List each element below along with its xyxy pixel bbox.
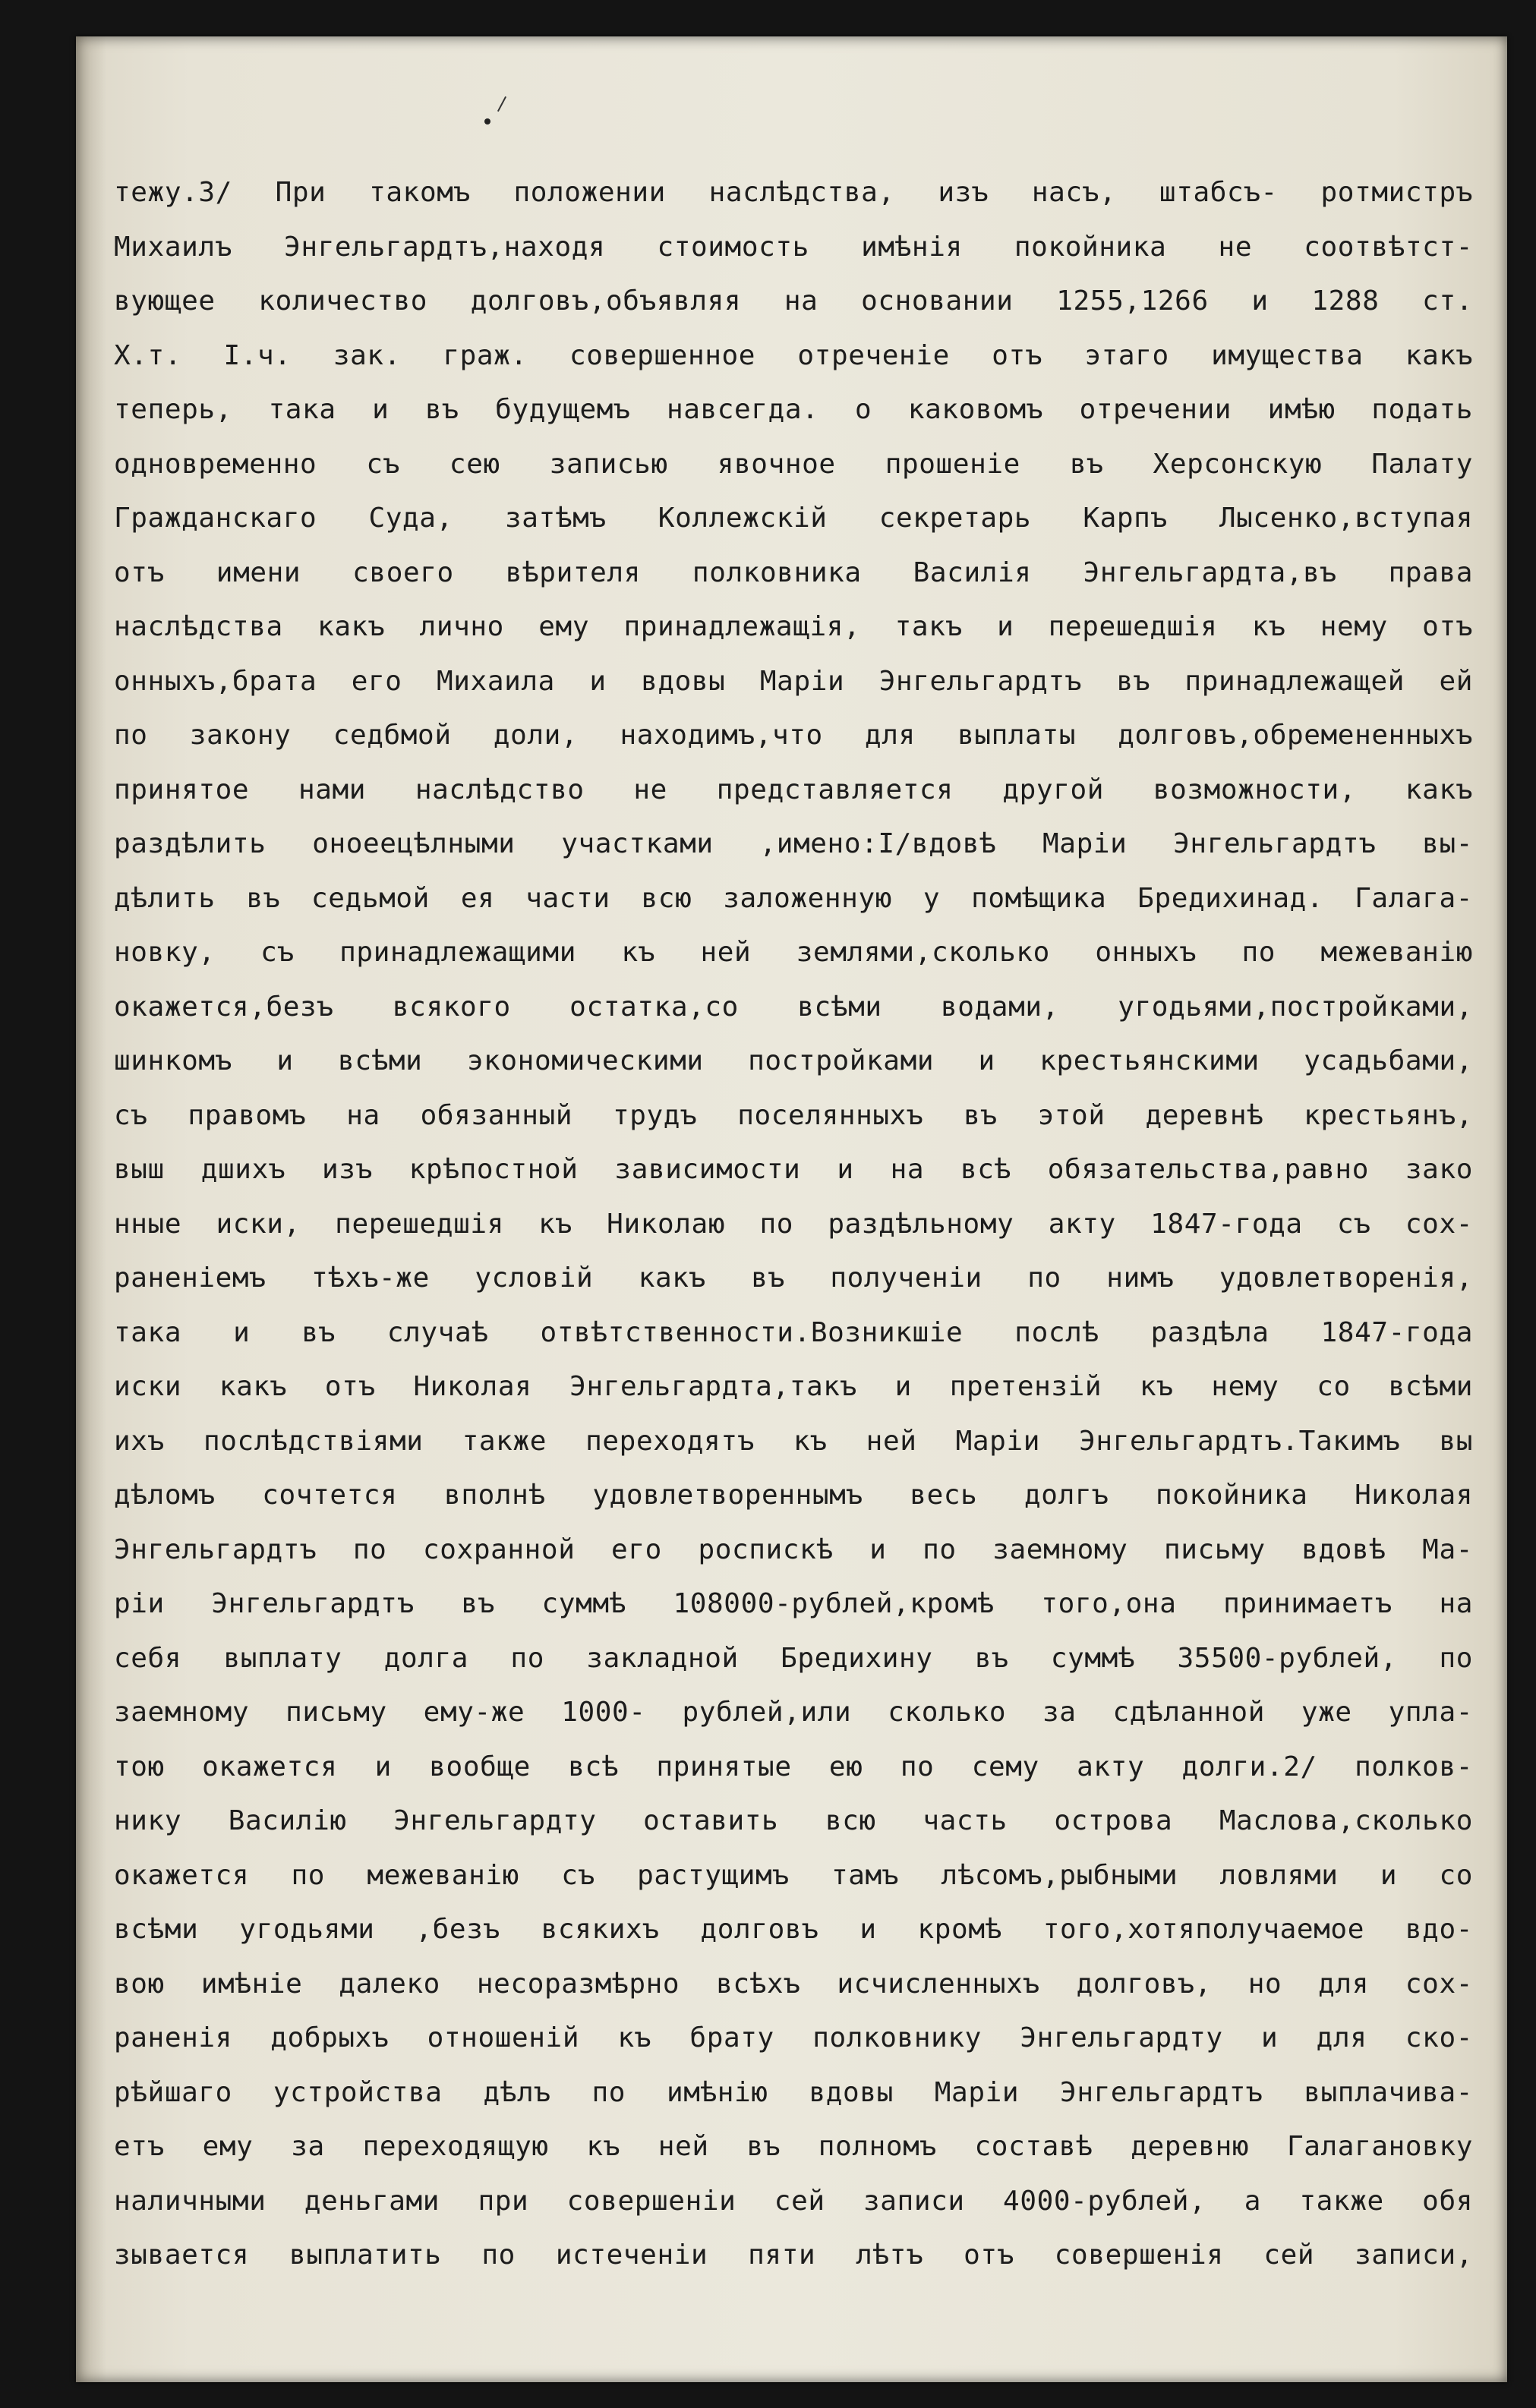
text-line: шинкомъ и всѣми экономическими постройками и крестьянскими усадьбами,: [114, 1045, 1473, 1076]
text-line: Х.т. I.ч. зак. граж. совершенное отреченіе отъ этаго имущества какъ: [114, 339, 1473, 371]
text-line: раненія добрыхъ отношеній къ брату полковнику Энгельгардту и для ско-: [114, 2022, 1473, 2053]
text-line: иски какъ отъ Николая Энгельгардта,такъ и претензій къ нему со всѣми: [114, 1371, 1473, 1402]
text-line: тежу.3/ При такомъ положении наслѣдства, изъ насъ, штабсъ- ротмистръ: [114, 177, 1473, 208]
typewritten-text-block: [114, 165, 1473, 2283]
text-line: тою окажется и вообще всѣ принятые ею по сему акту долги.2/ полков-: [114, 1751, 1473, 1782]
text-line: принятое нами наслѣдство не представляется другой возможности, какъ: [114, 774, 1473, 805]
text-line: наслѣдства какъ лично ему принадлежащія, такъ и перешедшія къ нему отъ: [114, 611, 1473, 642]
page-edge-shadow: [76, 36, 106, 2382]
text-line: выш дшихъ изъ крѣпостной зависимости и на всѣ обязательства,равно зако: [114, 1154, 1473, 1185]
document-page: [76, 36, 1507, 2382]
text-line: дѣломъ сочтется вполнѣ удовлетвореннымъ весь долгъ покойника Николая: [114, 1480, 1473, 1511]
text-line: по закону седбмой доли, находимъ,что для выплаты долговъ,обремененныхъ: [114, 720, 1473, 751]
text-line: дѣлить въ седьмой ея части всю заложенную у помѣщика Бредихинад. Галага-: [114, 882, 1473, 914]
ink-tick-mark: [497, 96, 506, 112]
text-line: новку, съ принадлежащими къ ней землями,сколько онныхъ по межеванію: [114, 937, 1473, 968]
text-line: етъ ему за переходящую къ ней въ полномъ составѣ деревню Галагановку: [114, 2131, 1473, 2162]
text-line: вою имѣніе далеко несоразмѣрно всѣхъ исчисленныхъ долговъ, но для сох-: [114, 1968, 1473, 2000]
text-line: окажется,безъ всякого остатка,со всѣми водами, угодьями,постройками,: [114, 991, 1473, 1023]
text-line: Михаилъ Энгельгардтъ,находя стоимость имѣнія покойника не соотвѣтст-: [114, 231, 1473, 263]
text-line: онныхъ,брата его Михаила и вдовы Маріи Энгельгардтъ въ принадлежащей ей: [114, 665, 1473, 697]
text-line: зывается выплатить по истеченіи пяти лѣтъ отъ совершенія сей записи,: [114, 2239, 1473, 2271]
ink-dot-mark: [484, 118, 490, 124]
text-line: вующее количество долговъ,объявляя на основании 1255,1266 и 1288 ст.: [114, 285, 1473, 317]
text-line: теперь, така и въ будущемъ навсегда. о каковомъ отречении имѣю подать: [114, 394, 1473, 425]
text-line: себя выплату долга по закладной Бредихину въ суммѣ 35500-рублей, по: [114, 1642, 1473, 1674]
text-line: окажется по межеванію съ растущимъ тамъ лѣсомъ,рыбными ловлями и со: [114, 1859, 1473, 1891]
text-line: одновременно съ сею записью явочное прошеніе въ Херсонскую Палату: [114, 448, 1473, 480]
text-line: раздѣлить оноеецѣлными участками ,имено:I/вдовѣ Маріи Энгельгардтъ вы-: [114, 828, 1473, 859]
text-line: нные иски, перешедшія къ Николаю по раздѣльному акту 1847-года съ сох-: [114, 1208, 1473, 1240]
text-line: наличными деньгами при совершеніи сей записи 4000-рублей, а также обя: [114, 2185, 1473, 2217]
text-line: раненіемъ тѣхъ-же условій какъ въ полученіи по нимъ удовлетворенія,: [114, 1262, 1473, 1294]
text-line: съ правомъ на обязанный трудъ поселянныхъ въ этой деревнѣ крестьянъ,: [114, 1099, 1473, 1131]
text-line: така и въ случаѣ отвѣтственности.Возникшіе послѣ раздѣла 1847-года: [114, 1316, 1473, 1348]
text-line: рѣйшаго устройства дѣлъ по имѣнію вдовы Маріи Энгельгардтъ выплачива-: [114, 2076, 1473, 2108]
text-line: нику Василію Энгельгардту оставить всю часть острова Маслова,сколько: [114, 1805, 1473, 1836]
text-line: Гражданскаго Суда, затѣмъ Коллежскій секретарь Карпъ Лысенко,вступая: [114, 503, 1473, 534]
text-line: заемному письму ему-же 1000- рублей,или сколько за сдѣланной уже упла-: [114, 1697, 1473, 1728]
text-line: Энгельгардтъ по сохранной его роспискѣ и по заемному письму вдовѣ Ма-: [114, 1533, 1473, 1565]
text-line: отъ имени своего вѣрителя полковника Василія Энгельгардта,въ права: [114, 556, 1473, 588]
text-line: ріи Энгельгардтъ въ суммѣ 108000-рублей,кромѣ того,она принимаетъ на: [114, 1588, 1473, 1619]
text-line: ихъ послѣдствіями также переходятъ къ ней Маріи Энгельгардтъ.Такимъ вы: [114, 1425, 1473, 1457]
text-line: всѣми угодьями ,безъ всякихъ долговъ и кромѣ того,хотяполучаемое вдо-: [114, 1914, 1473, 1945]
